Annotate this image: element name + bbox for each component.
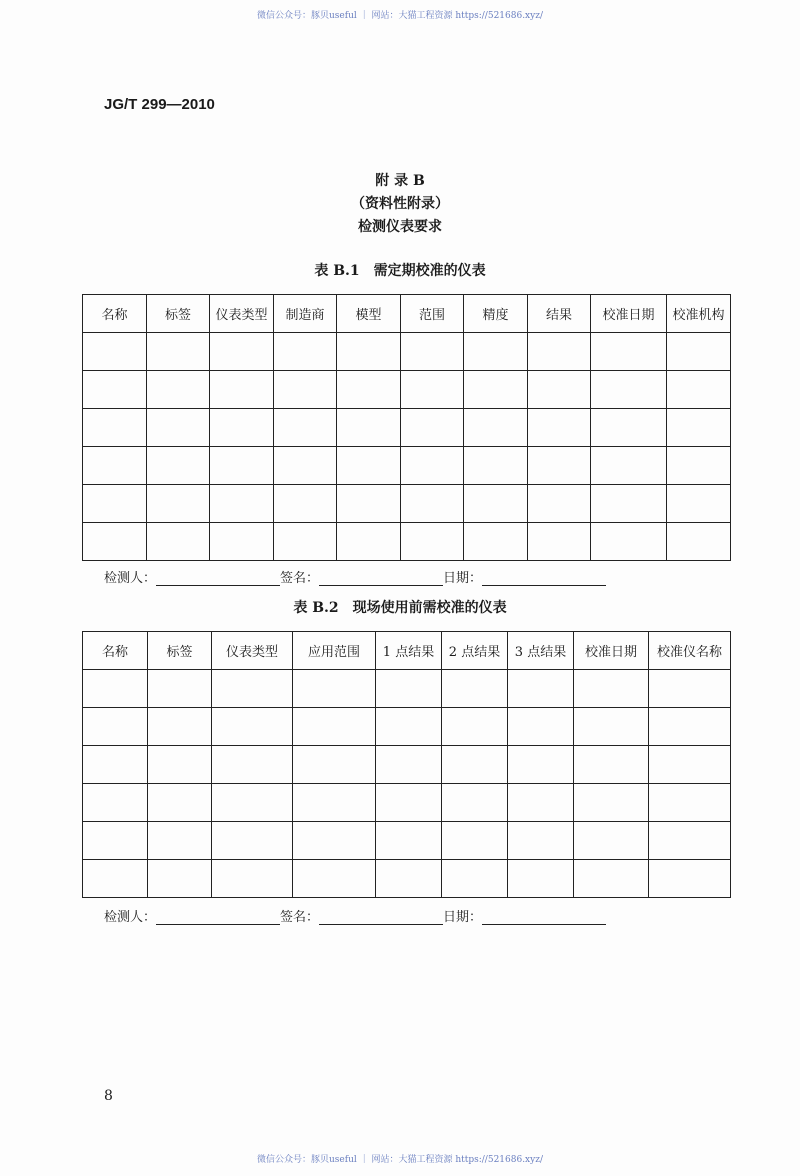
table-row	[83, 670, 731, 708]
table-cell	[649, 708, 731, 746]
table-cell	[508, 822, 574, 860]
column-header: 校准机构	[667, 295, 731, 333]
table-cell	[210, 333, 274, 371]
column-header: 名称	[83, 632, 148, 670]
table-cell	[649, 822, 731, 860]
table-cell	[464, 447, 528, 485]
table-cell	[83, 371, 147, 409]
table-cell	[83, 860, 148, 898]
table-cell	[83, 708, 148, 746]
table-row	[83, 371, 731, 409]
table-cell	[591, 371, 667, 409]
table-header-row	[83, 632, 731, 670]
table-cell	[212, 822, 293, 860]
table-cell	[293, 784, 376, 822]
table-cell	[401, 447, 464, 485]
column-header: 校准日期	[591, 295, 667, 333]
table-cell	[210, 485, 274, 523]
table-cell	[508, 784, 574, 822]
column-header: 校准仪名称	[649, 632, 731, 670]
table-cell	[442, 746, 508, 784]
appendix-subtitle: （资料性附录）	[351, 196, 449, 212]
table-cell	[274, 447, 337, 485]
inspector-label: 检测人：	[104, 571, 157, 586]
table-cell	[147, 409, 210, 447]
table-cell	[376, 860, 442, 898]
table-cell	[591, 523, 667, 561]
table-cell	[649, 860, 731, 898]
table-cell	[212, 784, 293, 822]
table-cell	[83, 447, 147, 485]
table-cell	[337, 523, 401, 561]
table-cell	[376, 746, 442, 784]
table-cell	[83, 784, 148, 822]
table-cell	[401, 333, 464, 371]
column-header: 标签	[148, 632, 212, 670]
table-cell	[83, 822, 148, 860]
table-cell	[147, 333, 210, 371]
table-row	[83, 822, 731, 860]
table-cell	[442, 784, 508, 822]
table-cell	[376, 670, 442, 708]
table-cell	[376, 708, 442, 746]
table-cell	[464, 371, 528, 409]
table-cell	[148, 746, 212, 784]
table-cell	[212, 670, 293, 708]
table-cell	[147, 447, 210, 485]
table-cell	[148, 670, 212, 708]
table-cell	[274, 409, 337, 447]
table-cell	[464, 485, 528, 523]
table-cell	[210, 409, 274, 447]
watermark-top: 微信公众号：豚贝useful ｜ 网站：大猫工程资源 https://521686.xyz/	[257, 11, 543, 21]
watermark-bottom: 微信公众号：豚贝useful ｜ 网站：大猫工程资源 https://521686.xyz/	[257, 1155, 543, 1165]
date-label: 日期：	[443, 571, 483, 586]
table-b1	[82, 294, 731, 561]
table-cell	[574, 822, 649, 860]
table-cell	[528, 409, 591, 447]
table-cell	[147, 371, 210, 409]
table-cell	[508, 708, 574, 746]
column-header: 模型	[337, 295, 401, 333]
column-header: 1 点结果	[376, 632, 442, 670]
date-label: 日期：	[443, 910, 483, 925]
table-row	[83, 523, 731, 561]
table-cell	[148, 822, 212, 860]
table-cell	[667, 447, 731, 485]
table-cell	[591, 409, 667, 447]
table-row	[83, 708, 731, 746]
appendix-heading: 检测仪表要求	[358, 219, 442, 235]
table-cell	[148, 784, 212, 822]
table-cell	[293, 822, 376, 860]
table-cell	[591, 447, 667, 485]
table-cell	[210, 447, 274, 485]
table-b2	[82, 631, 731, 898]
table-cell	[667, 523, 731, 561]
table-row	[83, 860, 731, 898]
table-cell	[574, 746, 649, 784]
table-cell	[667, 371, 731, 409]
table-cell	[464, 333, 528, 371]
table-cell	[591, 333, 667, 371]
table-cell	[83, 523, 147, 561]
page-number: 8	[104, 1088, 113, 1104]
column-header: 仪表类型	[210, 295, 274, 333]
column-header: 3 点结果	[508, 632, 574, 670]
table-cell	[293, 708, 376, 746]
table-cell	[212, 860, 293, 898]
table-cell	[667, 333, 731, 371]
table-cell	[212, 708, 293, 746]
table-cell	[442, 860, 508, 898]
column-header: 仪表类型	[212, 632, 293, 670]
table-row	[83, 485, 731, 523]
table-cell	[337, 485, 401, 523]
table-cell	[464, 523, 528, 561]
table-cell	[508, 670, 574, 708]
table-cell	[574, 784, 649, 822]
table-cell	[210, 371, 274, 409]
column-header: 名称	[83, 295, 147, 333]
table-cell	[83, 333, 147, 371]
table-row	[83, 447, 731, 485]
table-cell	[591, 485, 667, 523]
table-cell	[401, 485, 464, 523]
table-cell	[667, 485, 731, 523]
table-cell	[293, 670, 376, 708]
table-cell	[401, 523, 464, 561]
appendix-title: 附 录 B	[375, 173, 425, 189]
signature-line-2	[104, 906, 606, 925]
table-cell	[649, 746, 731, 784]
table-cell	[508, 746, 574, 784]
column-header: 制造商	[274, 295, 337, 333]
table-cell	[274, 333, 337, 371]
table-cell	[148, 860, 212, 898]
table-cell	[147, 523, 210, 561]
table-cell	[376, 784, 442, 822]
sign-label: 签名：	[280, 571, 320, 586]
table-row	[83, 784, 731, 822]
table-cell	[464, 409, 528, 447]
table-cell	[649, 784, 731, 822]
column-header: 精度	[464, 295, 528, 333]
table-cell	[401, 371, 464, 409]
table-row	[83, 333, 731, 371]
table-cell	[667, 409, 731, 447]
table-cell	[528, 447, 591, 485]
column-header: 2 点结果	[442, 632, 508, 670]
table-cell	[337, 409, 401, 447]
sign-label: 签名：	[280, 910, 320, 925]
table-cell	[528, 485, 591, 523]
table-cell	[508, 860, 574, 898]
table-header-row	[83, 295, 731, 333]
table-cell	[210, 523, 274, 561]
table-cell	[337, 371, 401, 409]
table-cell	[274, 485, 337, 523]
table-cell	[528, 333, 591, 371]
table-cell	[337, 333, 401, 371]
table-cell	[442, 670, 508, 708]
inspector-label: 检测人：	[104, 910, 157, 925]
column-header: 应用范围	[293, 632, 376, 670]
table-cell	[83, 485, 147, 523]
column-header: 范围	[401, 295, 464, 333]
table-cell	[574, 860, 649, 898]
table-cell	[274, 523, 337, 561]
table-cell	[442, 822, 508, 860]
column-header: 结果	[528, 295, 591, 333]
column-header: 标签	[147, 295, 210, 333]
table2-caption: 表 B.2 现场使用前需校准的仪表	[293, 600, 507, 616]
table-row	[83, 746, 731, 784]
table-cell	[148, 708, 212, 746]
table-cell	[337, 447, 401, 485]
table-cell	[528, 371, 591, 409]
table-cell	[83, 409, 147, 447]
table-cell	[293, 746, 376, 784]
table-cell	[147, 485, 210, 523]
table1-caption: 表 B.1 需定期校准的仪表	[314, 263, 486, 279]
column-header: 校准日期	[574, 632, 649, 670]
table-cell	[528, 523, 591, 561]
table-cell	[293, 860, 376, 898]
table-cell	[376, 822, 442, 860]
table-cell	[274, 371, 337, 409]
table-cell	[574, 708, 649, 746]
signature-line-1	[104, 567, 606, 586]
table-cell	[574, 670, 649, 708]
table-cell	[83, 746, 148, 784]
table-cell	[649, 670, 731, 708]
table-cell	[212, 746, 293, 784]
table-cell	[401, 409, 464, 447]
table-cell	[83, 670, 148, 708]
table-cell	[442, 708, 508, 746]
table-row	[83, 409, 731, 447]
standard-number: JG/T 299—2010	[104, 96, 215, 113]
